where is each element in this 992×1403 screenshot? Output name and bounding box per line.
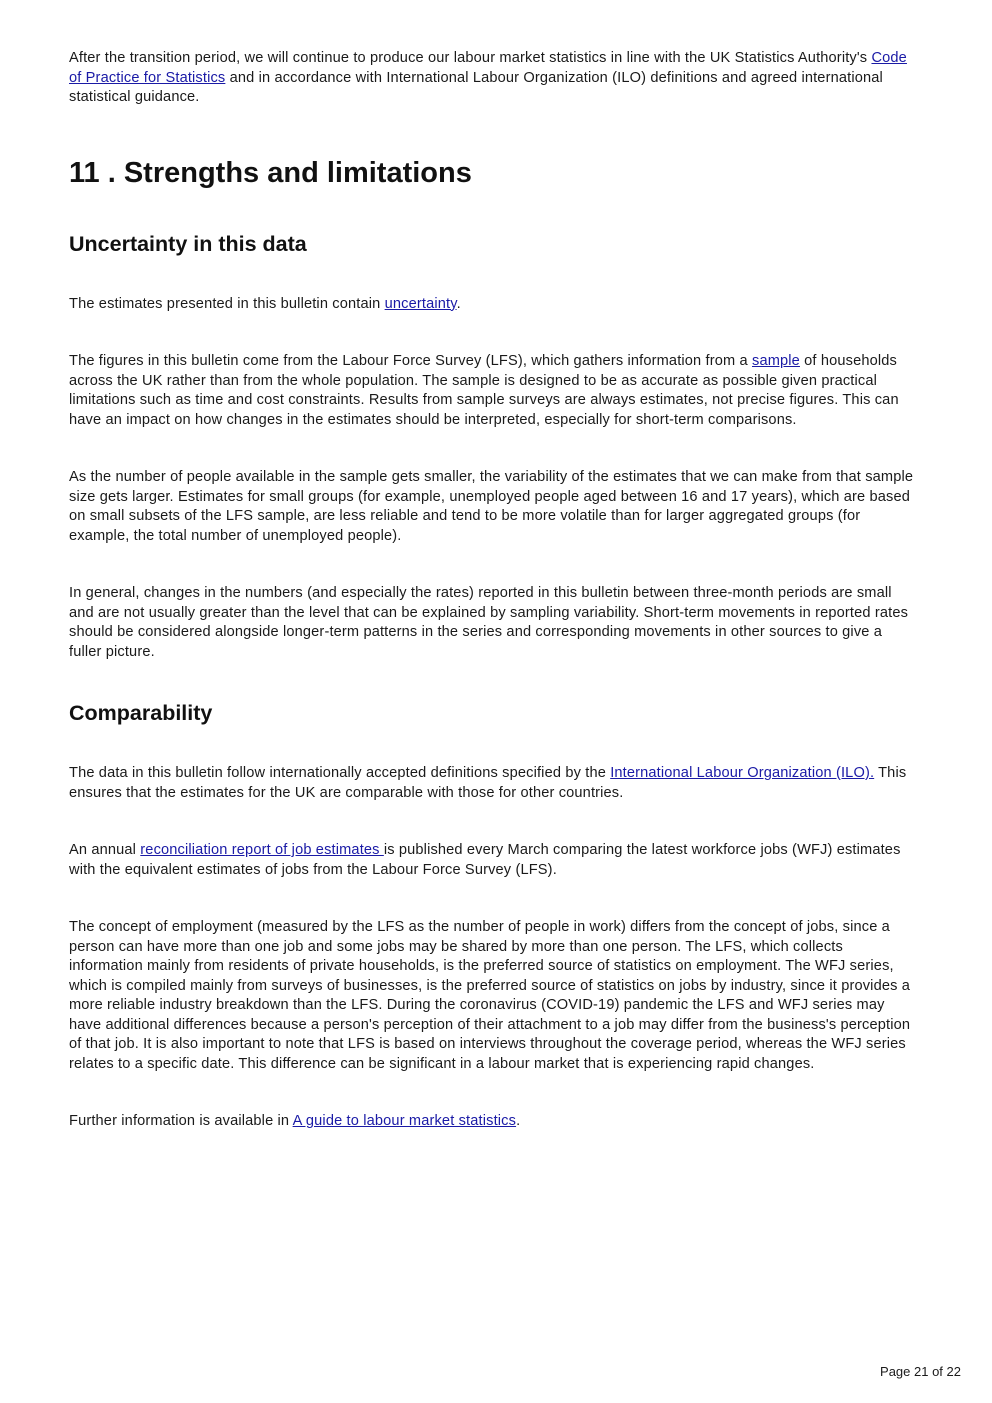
document-page xyxy=(69,49,915,1170)
labour-market-guide-link[interactable]: A guide to labour market statistics xyxy=(292,1113,517,1129)
section-title: 11 . Strengths and limitations xyxy=(69,156,472,189)
comparability-paragraph-3: The concept of employment (measured by the LFS as the number of people in work) differs from the concept of jobs, since a person can have more than one job and some jobs may be shared by more than one person. The LFS, which collects information mainly from residents of private households, is the preferred source of statistics on employment. The WFJ series, which is compiled mainly from surveys of businesses, is the preferred source of statistics on jobs by industry, since it provides a more reliable industry breakdown than the LFS. During the coronavirus (COVID-19) pandemic the LFS and WFJ series may have additional differences because a person's perception of their attachment to a job may differ from the business's perception of that job. It is also important to note that LFS is based on interviews throughout the coverage period, whereas the WFJ series relates to a specific date. This difference can be significant in a labour market that is experiencing rapid changes. xyxy=(69,919,911,1072)
comparability-paragraph-4: Further information is available in A guide to labour market statistics. xyxy=(69,1113,521,1129)
uncertainty-paragraph-4: In general, changes in the numbers (and especially the rates) reported in this bulletin between three-month periods are small and are not usually greater than the level that can be explained by sampling variability. Short-term movements in reported rates should be considered alongside longer-term patterns in the series and corresponding movements in other sources to give a fuller picture. xyxy=(69,585,909,660)
comparability-paragraph-1: The data in this bulletin follow internationally accepted definitions specified by the International Labour Organization (ILO). This ensures that the estimates for the UK are comparable with those for other countries. xyxy=(69,765,907,801)
uncertainty-paragraph-3: As the number of people available in the sample gets smaller, the variability of the estimates that we can make from that sample size gets larger. Estimates for small groups (for example, unemployed people aged between 16 and 17 years), which are based on small subsets of the LFS sample, are less reliable and tend to be more volatile than for larger aggregated groups (for example, the total number of unemployed people). xyxy=(69,469,914,544)
code-of-practice-link[interactable]: Code of Practice for Statistics xyxy=(69,50,907,86)
uncertainty-heading: Uncertainty in this data xyxy=(69,231,307,256)
ilo-link[interactable]: International Labour Organization (ILO). xyxy=(610,765,875,781)
comparability-heading: Comparability xyxy=(69,701,213,725)
uncertainty-paragraph-1: The estimates presented in this bulletin contain uncertainty. xyxy=(69,295,461,312)
uncertainty-paragraph-2: The figures in this bulletin come from the Labour Force Survey (LFS), which gathers information from a sample of households across the UK rather than from the whole population. The sample is designed to be as accurate as possible given practical limitations such as time and cost constraints. Results from sample surveys are always estimates, not precise figures. This can have an impact on how changes in the estimates should be interpreted, especially for short-term comparisons. xyxy=(69,353,899,428)
uncertainty-link[interactable]: uncertainty xyxy=(384,295,457,312)
comparability-paragraph-2: An annual reconciliation report of job estimates is published every March comparing the latest workforce jobs (WFJ) estimates with the equivalent estimates of jobs from the Labour Force Survey (LFS). xyxy=(69,842,901,878)
reconciliation-report-link[interactable]: reconciliation report of job estimates xyxy=(140,842,384,858)
page-number: Page 21 of 22 xyxy=(880,1364,961,1379)
sample-link[interactable]: sample xyxy=(752,353,800,369)
intro-paragraph: After the transition period, we will continue to produce our labour market statistics in line with the UK Statistics Authority's Code of Practice for Statistics and in accordance with International Labour Organization (ILO) definitions and agreed international statistical guidance. xyxy=(69,50,907,105)
